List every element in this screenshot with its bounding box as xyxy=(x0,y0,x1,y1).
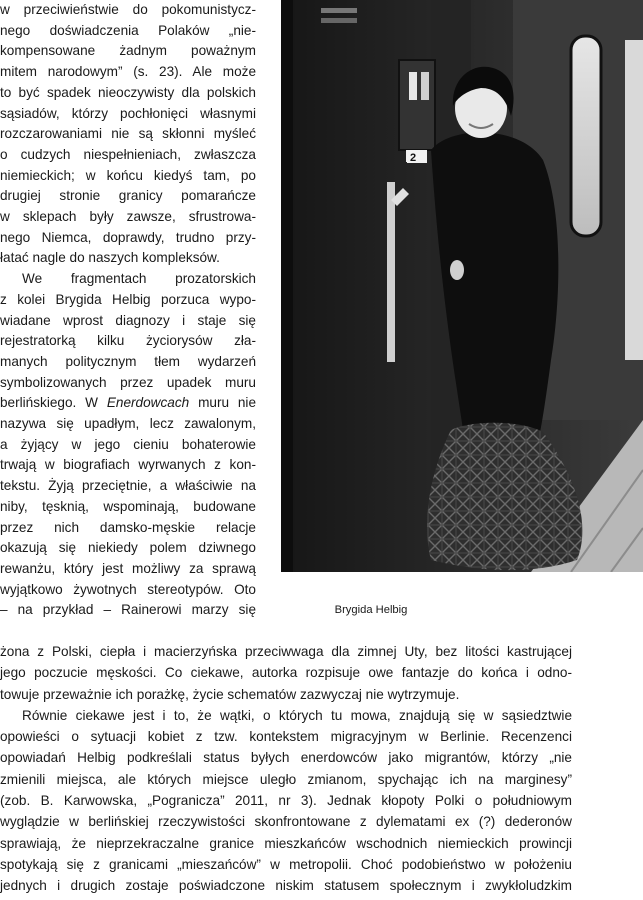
text-line: drugiej stronie granicy pomarańcze xyxy=(0,188,256,204)
text-line: sprawiają, że nieprzekraczalne granice mieszkańców wschodnich niemieckich prowincji xyxy=(0,835,572,851)
text-line: przez nich damsko-męskie relacje xyxy=(0,519,256,535)
text-line: tekstu. Żyją przeciętnie, a właściwie na xyxy=(0,478,256,494)
text-line: nego doświadczenia Polaków „nie- xyxy=(0,22,256,38)
text-full-width xyxy=(0,641,572,897)
text-line: nego Niemca, doprawdy, trudno przy- xyxy=(0,229,256,245)
paragraph-first-line: We fragmentach prozatorskich xyxy=(22,271,256,287)
text-line: sąsiadów, którzy pochłonięci własnymi xyxy=(0,105,256,121)
text-fragment: muru nie xyxy=(198,395,257,411)
text-line: rozczarowaniami nie są skłonni myśleć xyxy=(0,126,256,142)
text-line: towuje przeważnie ich porażkę, życie schematów zazwyczaj nie wytrzymuje. xyxy=(0,686,460,702)
text-line: a żyjący w jego cieniu bohaterowie xyxy=(0,436,256,452)
text-line: jego poczucie męskości. Co ciekawe, autorka rozpisuje owe fantazje do końca i odno- xyxy=(0,665,572,681)
text-column xyxy=(0,0,256,621)
text-line: rejestratorką kilku życiorysów zła- xyxy=(0,333,256,349)
text-line: okazują się niekiedy polem dziwnego xyxy=(0,540,256,556)
text-line: symbolizowanych przez upadek muru xyxy=(0,374,256,390)
text-line: żona z Polski, ciepła i macierzyńska przeciwwaga dla zimnej Uty, bez litości kastrującej xyxy=(0,644,572,659)
text-line: niby, tęsknią, wspominają, budowane xyxy=(0,498,256,514)
book-title: Enerdowcach xyxy=(106,395,190,411)
text-line: wyjątkowo żywotnych stereotypów. Oto xyxy=(0,581,256,597)
author-photo xyxy=(281,0,643,572)
photo-caption: Brygida Helbig xyxy=(334,604,408,616)
text-line: jednych i drugich zostaje poświadczone niskim statusem społecznym i zwykłoludzkim xyxy=(0,878,572,894)
text-line xyxy=(0,393,256,414)
text-line: opowieści o sytuacji kobiet z tzw. kontekstem migracyjnym w Berlinie. Recenzenci xyxy=(0,729,572,745)
photo-number-label: 2 xyxy=(410,152,417,164)
text-line: w sklepach były zawsze, sfrustrowa- xyxy=(0,209,256,225)
text-line: mitem narodowym” (s. 23). Ale może xyxy=(0,64,256,80)
paragraph-first-line: Równie ciekawe jest i to, że wątki, o których tu mowa, znajdują się w sąsiedztwie xyxy=(22,707,572,723)
text-line: łatać nagle do naszych kompleksów. xyxy=(0,250,220,266)
text-line: trwają w biografiach wyrwanych z kon- xyxy=(0,457,256,473)
text-line: wiadane wprost diagnozy i staje się xyxy=(0,312,256,328)
text-line: spotykają się z granicami „mieszańców” w metropolii. Choć podobieństwo w położeniu xyxy=(0,856,572,872)
text-line: manych politycznym tłem wydarzeń xyxy=(0,353,256,369)
text-line: to być spadek nieoczywisty dla polskich xyxy=(0,84,256,100)
text-line: z kolei Brygida Helbig porzuca wypo- xyxy=(0,291,256,307)
text-line: wyglądzie w berlińskiej rzeczywistości skonfrontowane z dylematami ex (?) dederonów xyxy=(0,814,572,830)
text-line: zmienili miejsca, ale których miejsce uległo zmianom, spychając ich na marginesy” xyxy=(0,771,572,787)
text-line: kompensowane żadnym poważnym xyxy=(0,43,256,59)
text-line: – na przykład – Rainerowi marzy się xyxy=(0,602,256,618)
text-line: nazywa się upadłym, lecz zawalonym, xyxy=(0,416,256,432)
text-line: niemieckich; w końcu kiedyś tam, po xyxy=(0,167,256,183)
text-line: opowiadań Helbig podkreślali status byłych enerdowców jako migrantów, którzy „nie xyxy=(0,750,572,766)
text-line: (zob. B. Karwowska, „Pogranicza” 2011, nr 3). Jednak kłopoty Polki o południowym xyxy=(0,793,572,809)
text-line: w przeciwieństwie do pokomunistycz- xyxy=(0,2,256,17)
text-line: rewanżu, który jest możliwy za sprawą xyxy=(0,560,256,576)
text-fragment: berlińskiego. W xyxy=(0,395,98,411)
text-line: o cudzych niespełnieniach, zwłaszcza xyxy=(0,146,256,162)
